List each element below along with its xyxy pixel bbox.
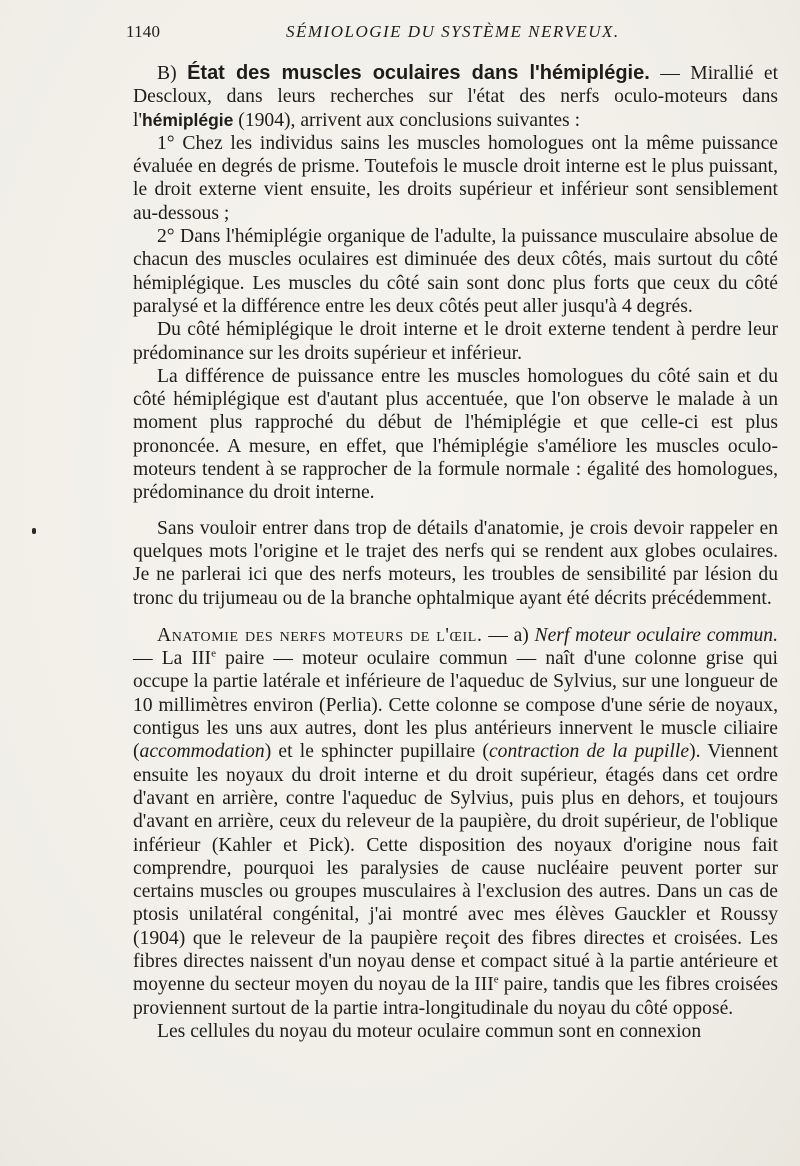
anatomy-text-d: ). Viennent ensuite les noyaux du droit interne et du droit supérieur, étagés dans cet ordre d'avant en arrière, contre l'aqueduc de Sylvius, puis plus en dehors, et toujours d'avant en arrière, ceux du releveur de la paupière, du droit supérieur, de l'oblique inférieur (Kahler et Pick). Cette disposition des noyaux d'origine nous fait comprendre, pourquoi les paralysies de cause nucléaire peuvent porter sur certains muscles ou groupes musculaires à l'exclusion des autres. Dans un cas de ptosis unilatéral congénital, j'ai montré avec mes élèves Gauckler et Roussy (1904) que le releveur de la paupière reçoit des fibres directes et croisées. Les fibres directes naissent d'un noyau dense et compact situé à la partie antérieure et moyenne du secteur moyen du noyau de la III [133, 741, 778, 996]
intro-text-b: (1904), arrivent aux conclusions suivantes : [233, 109, 581, 131]
anatomy-text-c: ) et le sphincter pupillaire ( [264, 741, 489, 763]
body-text [133, 62, 778, 1043]
spacer [133, 505, 778, 517]
heading-dash: — [649, 63, 691, 84]
accommodation-italic: accommodation [139, 741, 265, 763]
anatomy-text-e: paire, tandis que les fibres croisées proviennent surtout de la partie intra-longitudinale du noyau du côté opposé. [133, 974, 778, 1019]
page-number: 1140 [126, 22, 161, 41]
running-head [126, 22, 786, 44]
pupil-contraction-italic: contraction de la pupille [488, 741, 690, 763]
anatomy-text-a: La III [161, 648, 212, 670]
anatomy-text-b: paire — moteur oculaire commun — naît d'une colonne grise qui occupe la partie latérale et inférieure de l'aqueduc de Sylvius, sur une longueur de 10 millimètres environ (Perlia). Cette colonne se compose d'une série de noyaux, contigus les uns aux autres, dont les plus antérieurs innervent le muscle ciliaire ( [133, 648, 778, 763]
paragraph-last-line: Les cellules du noyau du moteur oculaire commun sont en connexion [157, 1020, 702, 1042]
section-heading: État des muscles oculaires dans l'hémiplégie. [187, 62, 650, 84]
intro-text-a: Mirallié et Descloux, dans leurs recherches sur l'état des nerfs oculo-moteurs dans l' [133, 63, 779, 131]
margin-speck [32, 528, 36, 534]
ordinal-sup: e [211, 647, 216, 660]
paragraph-difference: La différence de puissance entre les muscles homologues du côté sain et du côté hémiplégique est d'autant plus accentuée, que l'on observe le malade à un moment plus rapproché du début de l'hémiplégie et que celle-ci est plus prononcée. A mesure, en effet, que l'hémiplégie s'améliore les muscles oculo-moteurs tendent à se rapprocher de la formule normale : égalité des homologues, prédominance du droit interne. [133, 365, 778, 504]
running-title: SÉMIOLOGIE DU SYSTÈME NERVEUX. [286, 22, 620, 41]
paragraph-hemiplegic-side: Du côté hémiplégique le droit interne et le droit externe tendent à perdre leur prédominance sur les droits supérieur et inférieur. [133, 319, 778, 364]
section-b-intro [133, 62, 778, 132]
spacer [133, 610, 778, 624]
paragraph-anatomy [133, 624, 778, 1020]
anatomy-sub-title: Nerf moteur oculaire commun. [534, 624, 778, 646]
anatomy-heading: Anatomie des nerfs moteurs de l'œil. [157, 624, 483, 646]
paragraph-transition: Sans vouloir entrer dans trop de détails d'anatomie, je crois devoir rappeler en quelques mots l'origine et le trajet des nerfs qui se rendent aux globes oculaires. Je ne parlerai ici que des nerfs moteurs, les troubles de sensibilité par lésion du tronc du trijumeau ou de la branche ophtalmique ayant été décrits précédemment. [133, 517, 778, 609]
conclusion-item-2: 2° Dans l'hémiplégie organique de l'adulte, la puissance musculaire absolue de chacun des muscles oculaires est diminuée des deux côtés, mais surtout du côté hémiplégique. Les muscles du côté sain sont donc plus forts que ceux du côté paralysé et la différence entre les deux côtés peut aller jusqu'à 4 degrés. [133, 226, 778, 317]
anatomy-dash-2: — [133, 648, 162, 670]
section-label: B) [157, 63, 177, 84]
anatomy-dash: — [482, 624, 514, 646]
intro-bold: hémiplégie [141, 109, 234, 130]
ordinal-sup: e [493, 973, 499, 986]
conclusion-item-1: 1° Chez les individus sains les muscles homologues ont la même puissance évaluée en degrés de prisme. Toutefois le muscle droit interne est le plus puissant, le droit externe vient ensuite, les droits supérieur et inférieur sont sensiblement au-dessous ; [133, 132, 778, 224]
anatomy-sub-label: a) [513, 624, 535, 646]
